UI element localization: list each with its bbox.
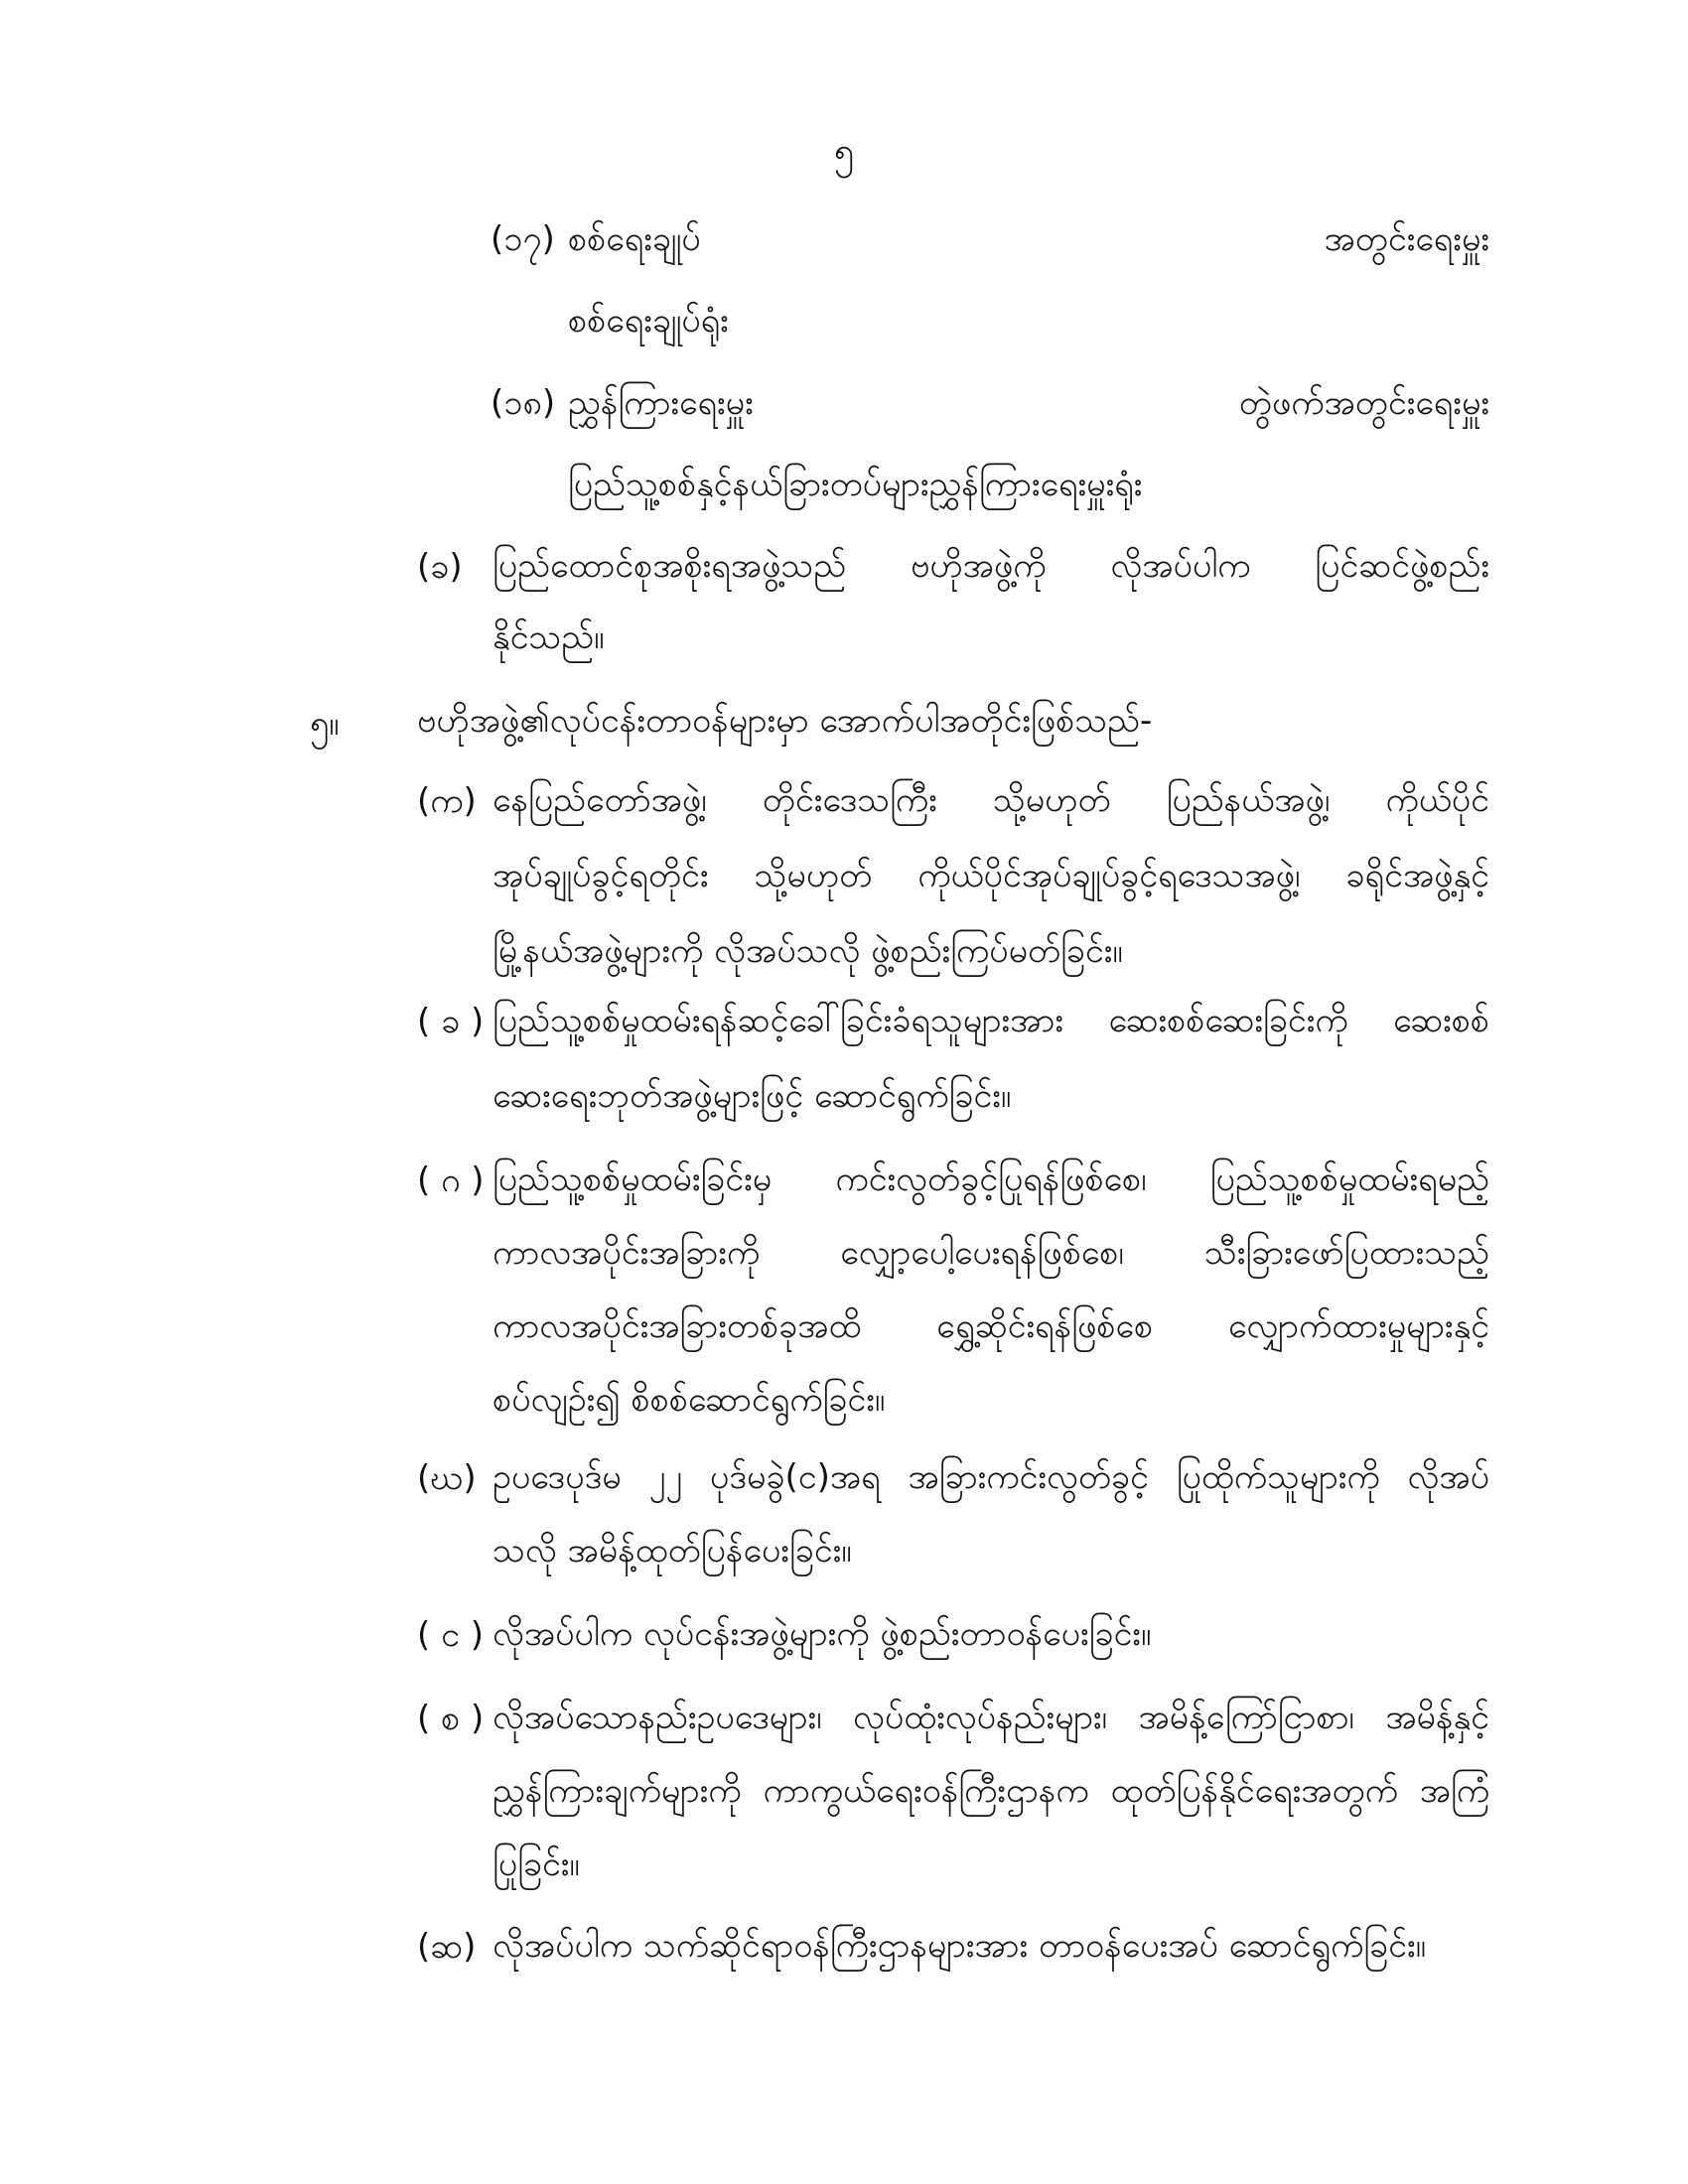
item-marker: ( စ ) — [417, 1699, 485, 1738]
org-rank: အတွင်းရေးမှူး — [1324, 219, 1489, 259]
paragraph-line: ဆေးရေးဘုတ်အဖွဲ့များဖြင့် ဆောင်ရွက်ခြင်း။ — [492, 1076, 1012, 1116]
paragraph-line: ကာလအပိုင်းအခြားတစ်ခုအထိ ရွှေ့ဆိုင်းရန်ဖြစ်စေ လျှောက်ထားမှုများနှင့် — [492, 1306, 1489, 1346]
org-subtitle: ပြည်သူ့စစ်နှင့်နယ်ခြားတပ်များညွှန်ကြားရေးမှူးရုံး — [568, 465, 1143, 504]
item-marker: (၁၈) — [491, 383, 556, 423]
item-marker: (ဃ) — [417, 1458, 477, 1498]
paragraph-line: မြို့နယ်အဖွဲ့များကို လိုအပ်သလို ဖွဲ့စည်းကြပ်မတ်ခြင်း။ — [492, 931, 1123, 971]
paragraph-line: လိုအပ်ပါက လုပ်ငန်းအဖွဲ့များကို ဖွဲ့စည်းတာဝန်ပေးခြင်း။ — [492, 1614, 1152, 1654]
paragraph-line: လိုအပ်ပါက သက်ဆိုင်ရာဝန်ကြီးဌာနများအား တာဝန်ပေးအပ် ဆောင်ရွက်ခြင်း။ — [492, 1926, 1426, 1966]
paragraph-line: နိုင်သည်။ — [492, 617, 605, 657]
paragraph-line: ကာလအပိုင်းအခြားကို လျှော့ပေါ့ပေးရန်ဖြစ်စေ၊ သီးခြားဖော်ပြထားသည့် — [492, 1233, 1489, 1273]
paragraph-line: သလို အမိန့်ထုတ်ပြန်ပေးခြင်း။ — [492, 1531, 852, 1570]
paragraph-line: ပြုခြင်း။ — [492, 1844, 580, 1884]
section-heading: ဗဟိုအဖွဲ့၏လုပ်ငန်းတာဝန်များမှာ အောက်ပါအတိုင်းဖြစ်သည်- — [417, 701, 1153, 741]
paragraph-line: နေပြည်တော်အဖွဲ့၊ တိုင်းဒေသကြီး သို့မဟုတ် ပြည်နယ်အဖွဲ့၊ ကိုယ်ပိုင် — [492, 780, 1489, 820]
paragraph-line: ပြည်သူ့စစ်မှုထမ်းရန်ဆင့်ခေါ်ခြင်းခံရသူများအား ဆေးစစ်ဆေးခြင်းကို ဆေးစစ် — [492, 1001, 1489, 1040]
item-marker: ( ဂ ) — [417, 1160, 485, 1200]
org-rank: တွဲဖက်အတွင်းရေးမှူး — [1238, 383, 1489, 423]
item-marker: ( ခ ) — [417, 1002, 485, 1041]
org-title: စစ်ရေးချုပ် — [568, 219, 701, 259]
paragraph-line: ညွှန်ကြားချက်များကို ကာကွယ်ရေးဝန်ကြီးဌာနက ထုတ်ပြန်နိုင်ရေးအတွက် အကြံ — [492, 1771, 1489, 1811]
page-number: ၅ — [833, 131, 855, 172]
paragraph-line: ပြည်သူ့စစ်မှုထမ်းခြင်းမှ ကင်းလွတ်ခွင့်ပြုရန်ဖြစ်စေ၊ ပြည်သူ့စစ်မှုထမ်းရမည့် — [492, 1160, 1489, 1199]
item-marker: (က) — [417, 781, 477, 821]
paragraph-line: စပ်လျဉ်း၍ စိစစ်ဆောင်ရွက်ခြင်း။ — [492, 1380, 886, 1420]
paragraph-line: လိုအပ်သောနည်းဥပဒေများ၊ လုပ်ထုံးလုပ်နည်းများ၊ အမိန့်ကြော်ငြာစာ၊ အမိန့်နှင့် — [492, 1698, 1489, 1737]
paragraph-line: အုပ်ချုပ်ခွင့်ရတိုင်း သို့မဟုတ် ကိုယ်ပိုင်အုပ်ချုပ်ခွင့်ရဒေသအဖွဲ့၊ ခရိုင်အဖွဲ့နှင့် — [492, 856, 1489, 895]
section-number: ၅။ — [310, 704, 340, 744]
org-subtitle: စစ်ရေးချုပ်ရုံး — [568, 301, 729, 341]
item-marker: (ဆ) — [417, 1927, 477, 1967]
item-marker: (ခ) — [417, 547, 463, 587]
paragraph-line: ပြည်ထောင်စုအစိုးရအဖွဲ့သည် ဗဟိုအဖွဲ့ကို လိုအပ်ပါက ပြင်ဆင်ဖွဲ့စည်း — [492, 546, 1489, 586]
paragraph-line: ဥပဒေပုဒ်မ ၂၂ ပုဒ်မခွဲ(င)အရ အခြားကင်းလွတ်ခွင့် ပြုထိုက်သူများကို လိုအပ် — [492, 1457, 1489, 1497]
item-marker: (၁၇) — [491, 219, 555, 259]
org-title: ညွှန်ကြားရေးမှူး — [568, 383, 754, 423]
item-marker: ( င ) — [417, 1615, 485, 1655]
